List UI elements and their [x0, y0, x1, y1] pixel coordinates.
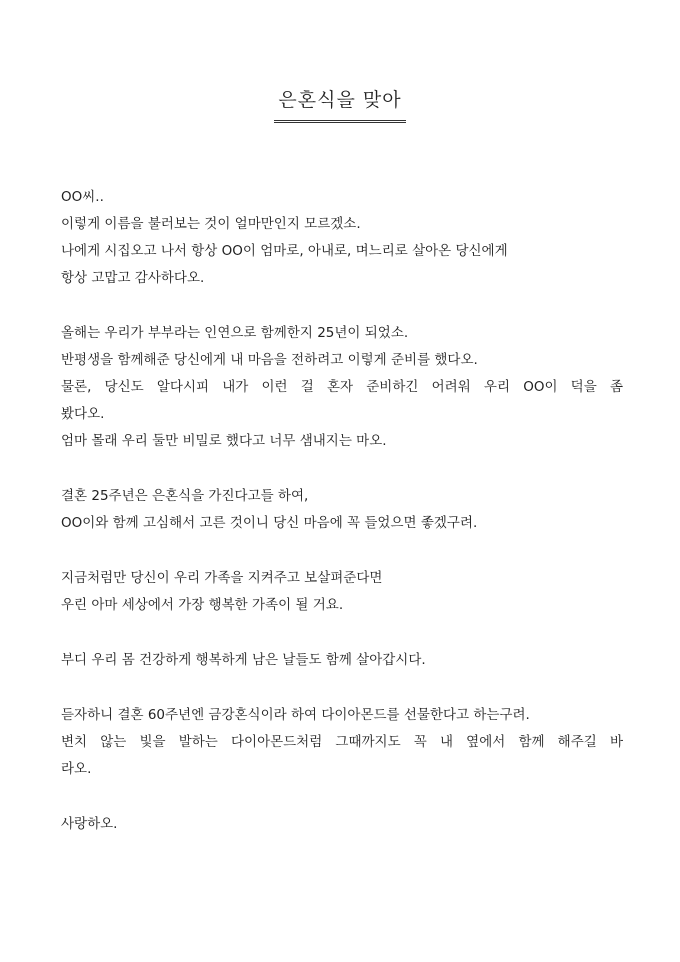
body-line: 올해는 우리가 부부라는 인연으로 함께한지 25년이 되었소.	[61, 325, 409, 341]
letter-body	[61, 184, 623, 838]
body-line: 듣자하니 결혼 60주년엔 금강혼식이라 하여 다이아몬드를 선물한다고 하는구려.	[61, 707, 530, 723]
body-line: OO이와 함께 고심해서 고른 것이니 당신 마음에 꼭 들었으면 좋겠구려.	[61, 515, 478, 531]
body-line: 나에게 시집오고 나서 항상 OO이 엄마로, 아내로, 며느리로 살아온 당신에게	[61, 243, 508, 259]
paragraph-gap	[61, 783, 623, 811]
body-line: 지금처럼만 당신이 우리 가족을 지켜주고 보살펴준다면	[61, 570, 383, 586]
body-line: 물론, 당신도 알다시피 내가 이런 걸 혼자 준비하긴 어려워 우리 OO이 덕을 좀	[61, 379, 623, 395]
paragraph-gap	[61, 292, 623, 320]
paragraph-gap	[61, 455, 623, 483]
closing-line: 사랑하오.	[61, 816, 118, 832]
body-line: 라오.	[61, 761, 92, 777]
body-line: 이렇게 이름을 불러보는 것이 얼마만인지 모르겠소.	[61, 216, 361, 232]
paragraph-gap	[61, 537, 623, 565]
letter-title: 은혼식을 맞아	[274, 86, 405, 123]
body-line: 부디 우리 몸 건강하게 행복하게 남은 날들도 함께 살아갑시다.	[61, 652, 426, 668]
paragraph-gap	[61, 619, 623, 647]
body-line: 반평생을 함께해준 당신에게 내 마음을 전하려고 이렇게 준비를 했다오.	[61, 352, 478, 368]
body-line: 항상 고맙고 감사하다오.	[61, 270, 205, 286]
body-line: 변치 않는 빛을 발하는 다이아몬드처럼 그때까지도 꼭 내 옆에서 함께 해주길 바	[61, 734, 623, 750]
body-line: 엄마 몰래 우리 둘만 비밀로 했다고 너무 샘내지는 마오.	[61, 433, 387, 449]
paragraph-gap	[61, 674, 623, 702]
title-container	[0, 86, 680, 123]
salutation-line: OO씨..	[61, 189, 104, 205]
body-line: 결혼 25주년은 은혼식을 가진다고들 하여,	[61, 488, 309, 504]
body-line: 우린 아마 세상에서 가장 행복한 가족이 될 거요.	[61, 597, 344, 613]
body-line: 봤다오.	[61, 406, 105, 422]
